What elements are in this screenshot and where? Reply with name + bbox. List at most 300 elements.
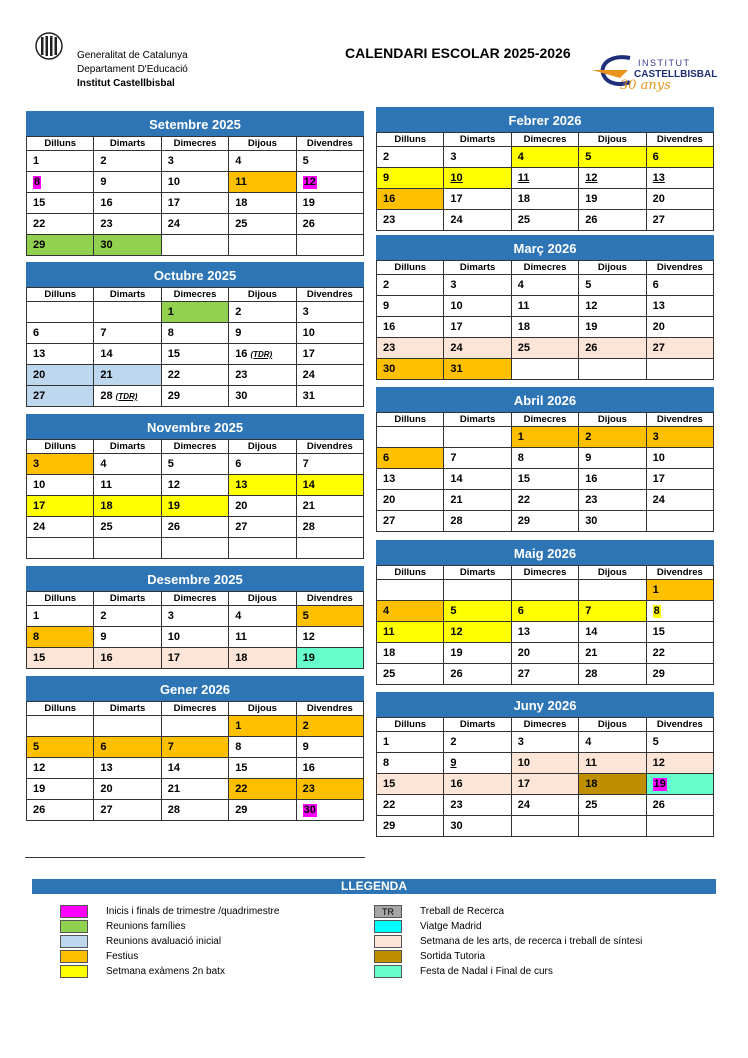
day-cell: [579, 189, 646, 210]
day-cell: [297, 151, 364, 172]
month-grid: [376, 260, 714, 380]
day-cell: [377, 816, 444, 837]
day-cell: [377, 664, 444, 685]
day-cell: [297, 386, 364, 407]
day-number: 5: [450, 605, 457, 617]
day-number: 31: [450, 363, 463, 375]
day-number: 14: [167, 762, 181, 774]
day-number: 12: [585, 300, 598, 312]
day-cell: [229, 172, 296, 193]
day-number: 13: [33, 348, 46, 360]
day-cell: [579, 511, 646, 532]
day-cell: [377, 147, 444, 168]
day-number: 26: [450, 668, 463, 680]
day-cell: [647, 147, 714, 168]
day-number: 19: [585, 321, 598, 333]
day-cell: [229, 800, 296, 821]
day-cell: [162, 172, 229, 193]
day-number: 10: [450, 300, 463, 312]
legend-label: Festius: [106, 951, 139, 962]
empty-cell: [297, 538, 364, 559]
day-cell: [579, 732, 646, 753]
day-cell: [27, 172, 94, 193]
day-number: 29: [517, 515, 531, 527]
day-number: 20: [100, 783, 113, 795]
day-cell: [94, 454, 161, 475]
month-title: Setembre 2025: [26, 111, 364, 136]
day-number: 13: [517, 626, 531, 638]
day-number: 11: [517, 300, 530, 312]
day-cell: [162, 386, 229, 407]
day-cell: [512, 147, 579, 168]
day-cell: [579, 338, 646, 359]
day-name-dilluns: Dilluns: [27, 137, 94, 151]
day-number: 1: [652, 584, 659, 596]
day-cell: [229, 737, 296, 758]
day-number: 9: [585, 452, 592, 464]
month-juny-2026: [376, 692, 714, 837]
day-number: 24: [517, 799, 531, 811]
day-number: 10: [167, 631, 181, 643]
day-number: 13: [383, 473, 396, 485]
legend-label: Reunions famílies: [106, 921, 186, 932]
day-number: 10: [517, 757, 531, 769]
month-title: Desembre 2025: [26, 566, 364, 591]
day-number: 15: [383, 778, 396, 790]
day-name-dimarts: Dimarts: [94, 137, 161, 151]
day-number: 1: [383, 736, 390, 748]
day-cell: [579, 643, 646, 664]
day-number: 27: [33, 390, 46, 402]
day-cell: [512, 732, 579, 753]
day-cell: [647, 448, 714, 469]
day-number: 24: [33, 521, 46, 533]
month-novembre-2025: [26, 414, 364, 559]
day-number: 18: [517, 193, 531, 205]
org-line-generalitat: Generalitat de Catalunya: [77, 50, 188, 61]
legend-swatch: [374, 920, 402, 933]
day-number: 29: [652, 668, 665, 680]
day-name-dijous: Dijous: [579, 413, 646, 427]
day-number: 17: [517, 778, 531, 790]
day-cell: [579, 490, 646, 511]
day-cell: [297, 475, 364, 496]
day-number: 9: [383, 300, 390, 312]
day-cell: [297, 779, 364, 800]
empty-cell: [647, 511, 714, 532]
day-number: 5: [585, 279, 592, 291]
day-number: 4: [235, 610, 242, 622]
day-cell: [297, 606, 364, 627]
day-cell: [162, 193, 229, 214]
month-title: Octubre 2025: [26, 262, 364, 287]
day-number: 10: [450, 172, 463, 184]
day-number: 12: [167, 479, 181, 491]
day-cell: [647, 732, 714, 753]
month-title: Abril 2026: [376, 387, 714, 412]
day-cell: [512, 622, 579, 643]
day-cell: [647, 795, 714, 816]
day-number: 7: [167, 741, 174, 753]
day-name-divendres: Divendres: [647, 133, 714, 147]
day-number: 11: [235, 631, 247, 643]
day-cell: [512, 317, 579, 338]
day-number: 3: [652, 431, 659, 443]
day-number: 5: [652, 736, 659, 748]
day-cell: [94, 758, 161, 779]
day-cell: [162, 648, 229, 669]
empty-cell: [94, 302, 161, 323]
empty-cell: [94, 716, 161, 737]
empty-cell: [647, 816, 714, 837]
day-number: 21: [302, 500, 315, 512]
day-name-dimecres: Dimecres: [512, 566, 579, 580]
empty-cell: [229, 235, 296, 256]
day-cell: [297, 716, 364, 737]
day-number: 6: [235, 458, 242, 470]
day-cell: [229, 151, 296, 172]
day-cell: [162, 214, 229, 235]
day-number: 17: [652, 473, 665, 485]
day-number: 6: [33, 327, 40, 339]
day-number: 28: [450, 515, 463, 527]
day-cell: [444, 622, 511, 643]
day-number: 12: [585, 172, 598, 184]
day-cell: [377, 296, 444, 317]
day-name-dilluns: Dilluns: [27, 702, 94, 716]
day-name-dimarts: Dimarts: [444, 261, 511, 275]
day-cell: [94, 344, 161, 365]
day-number: 26: [167, 521, 181, 533]
empty-cell: [229, 538, 296, 559]
day-name-divendres: Divendres: [297, 592, 364, 606]
month-grid: [26, 439, 364, 559]
day-name-dimarts: Dimarts: [444, 718, 511, 732]
day-cell: [94, 214, 161, 235]
day-number: 26: [585, 342, 598, 354]
empty-cell: [162, 538, 229, 559]
day-cell: [229, 758, 296, 779]
day-number: 5: [585, 151, 592, 163]
day-cell: [297, 648, 364, 669]
day-cell: [647, 168, 714, 189]
month-maig-2026: [376, 540, 714, 685]
day-cell: [162, 758, 229, 779]
day-number: 18: [383, 647, 396, 659]
day-number: 14: [450, 473, 463, 485]
day-name-dijous: Dijous: [229, 440, 296, 454]
day-number: 22: [167, 369, 181, 381]
day-number: 30: [450, 820, 463, 832]
empty-cell: [27, 302, 94, 323]
day-number: 9: [235, 327, 242, 339]
day-cell: [297, 172, 364, 193]
day-cell: [297, 496, 364, 517]
day-cell: [94, 151, 161, 172]
day-cell: [377, 601, 444, 622]
day-number: 8: [517, 452, 524, 464]
day-number: 20: [235, 500, 248, 512]
day-number: 16: [383, 193, 396, 205]
day-cell: [297, 302, 364, 323]
day-name-divendres: Divendres: [297, 288, 364, 302]
day-number: 9: [450, 757, 457, 769]
day-number: 25: [383, 668, 396, 680]
day-number: 6: [100, 741, 107, 753]
institut-logo: [590, 50, 720, 100]
day-cell: [27, 323, 94, 344]
day-cell: [297, 344, 364, 365]
day-cell: [444, 168, 511, 189]
day-number: 27: [652, 342, 665, 354]
day-number: 12: [33, 762, 46, 774]
day-number: 2: [450, 736, 457, 748]
month-title: Febrer 2026: [376, 107, 714, 132]
day-number: 12: [652, 757, 665, 769]
day-number: 2: [383, 151, 390, 163]
empty-cell: [579, 816, 646, 837]
empty-cell: [579, 359, 646, 380]
day-cell: [579, 448, 646, 469]
day-number: 27: [100, 804, 113, 816]
day-cell: [579, 622, 646, 643]
day-cell: [94, 627, 161, 648]
day-cell: [512, 643, 579, 664]
day-name-divendres: Divendres: [647, 566, 714, 580]
day-number: 1: [517, 431, 524, 443]
day-number: 1: [33, 610, 40, 622]
day-cell: [444, 732, 511, 753]
day-cell: [512, 210, 579, 231]
day-name-dimecres: Dimecres: [162, 592, 229, 606]
day-cell: [27, 627, 94, 648]
day-cell: [162, 606, 229, 627]
day-cell: [377, 490, 444, 511]
day-number: 7: [585, 605, 592, 617]
day-number: 24: [450, 214, 463, 226]
day-number: 7: [450, 452, 457, 464]
day-number: 28: [302, 521, 315, 533]
logo-text-institut: INSTITUT: [638, 58, 691, 68]
day-number: 25: [517, 214, 531, 226]
day-cell: [27, 606, 94, 627]
day-number: 3: [167, 610, 174, 622]
empty-cell: [162, 716, 229, 737]
day-name-dilluns: Dilluns: [377, 261, 444, 275]
day-name-dijous: Dijous: [229, 592, 296, 606]
day-number: 13: [652, 300, 665, 312]
day-number: 23: [235, 369, 248, 381]
day-number: 15: [235, 762, 248, 774]
day-cell: [512, 774, 579, 795]
day-cell: [579, 469, 646, 490]
day-name-dijous: Dijous: [229, 288, 296, 302]
day-number: 8: [167, 327, 174, 339]
legend-label: Viatge Madrid: [420, 921, 482, 932]
day-number: 23: [383, 342, 396, 354]
month-octubre-2025: [26, 262, 364, 407]
day-name-dimarts: Dimarts: [444, 413, 511, 427]
day-number: 19: [585, 193, 598, 205]
day-cell: [377, 732, 444, 753]
day-cell: [647, 210, 714, 231]
legend-swatch: [60, 935, 88, 948]
empty-cell: [512, 580, 579, 601]
day-number: 9: [302, 741, 309, 753]
day-cell: [444, 753, 511, 774]
legend-label: Sortida Tutoria: [420, 951, 486, 962]
day-number: 8: [383, 757, 390, 769]
legend-label: Treball de Recerca: [420, 906, 505, 917]
day-cell: [579, 296, 646, 317]
day-number: 14: [302, 479, 315, 491]
day-number: 20: [33, 369, 46, 381]
day-number: 20: [652, 321, 665, 333]
day-cell: [579, 795, 646, 816]
day-number: 6: [652, 151, 659, 163]
day-cell: [512, 296, 579, 317]
day-cell: [647, 317, 714, 338]
day-cell: [162, 365, 229, 386]
day-number: 3: [450, 151, 457, 163]
day-cell: [229, 475, 296, 496]
day-number: 24: [652, 494, 665, 506]
day-number: 26: [652, 799, 665, 811]
day-cell: [229, 323, 296, 344]
day-cell: [512, 664, 579, 685]
day-name-dimecres: Dimecres: [512, 718, 579, 732]
day-number: 30: [585, 515, 598, 527]
day-number: 24: [302, 369, 315, 381]
day-number: 23: [100, 218, 113, 230]
day-name-dijous: Dijous: [579, 261, 646, 275]
day-number: 23: [585, 494, 598, 506]
empty-cell: [444, 580, 511, 601]
legend-title: LLEGENDA: [32, 879, 716, 894]
day-cell: [647, 189, 714, 210]
month-abril-2026: [376, 387, 714, 532]
day-name-dimarts: Dimarts: [94, 440, 161, 454]
month-marc-2026: [376, 235, 714, 380]
month-title: Gener 2026: [26, 676, 364, 701]
page-title: CALENDARI ESCOLAR 2025-2026: [345, 45, 571, 61]
day-note: (TDR): [250, 350, 273, 359]
day-cell: [579, 168, 646, 189]
day-name-divendres: Divendres: [297, 702, 364, 716]
day-cell: [444, 469, 511, 490]
day-number: 20: [652, 193, 665, 205]
day-number: 22: [383, 799, 396, 811]
day-cell: [162, 475, 229, 496]
day-cell: [647, 622, 714, 643]
day-cell: [579, 275, 646, 296]
day-number: 16: [100, 652, 113, 664]
day-cell: [94, 323, 161, 344]
day-number: 11: [585, 757, 597, 769]
empty-cell: [27, 716, 94, 737]
day-number: 11: [235, 176, 247, 188]
day-number: 17: [450, 193, 463, 205]
day-cell: [94, 235, 161, 256]
day-number: 24: [167, 218, 181, 230]
day-cell: [27, 648, 94, 669]
day-number: 13: [235, 479, 248, 491]
org-line-institut: Institut Castellbisbal: [77, 78, 175, 89]
day-number: 3: [167, 155, 174, 167]
day-name-dilluns: Dilluns: [27, 592, 94, 606]
day-cell: [297, 737, 364, 758]
day-cell: [297, 365, 364, 386]
day-cell: [444, 664, 511, 685]
day-cell: [27, 365, 94, 386]
day-cell: [162, 454, 229, 475]
day-number: 21: [167, 783, 181, 795]
day-name-dimecres: Dimecres: [512, 133, 579, 147]
day-number: 1: [235, 720, 242, 732]
day-cell: [162, 323, 229, 344]
day-number: 17: [450, 321, 463, 333]
day-number: 16: [235, 348, 248, 360]
day-name-dimecres: Dimecres: [162, 288, 229, 302]
day-number: 27: [652, 214, 665, 226]
day-number: 20: [383, 494, 396, 506]
day-cell: [162, 737, 229, 758]
day-cell: [94, 606, 161, 627]
day-name-dilluns: Dilluns: [377, 133, 444, 147]
day-number: 8: [653, 605, 660, 617]
day-cell: [297, 454, 364, 475]
day-cell: [444, 774, 511, 795]
day-cell: [27, 779, 94, 800]
day-number: 20: [517, 647, 531, 659]
day-cell: [27, 475, 94, 496]
day-cell: [444, 317, 511, 338]
empty-cell: [377, 580, 444, 601]
day-cell: [512, 753, 579, 774]
day-cell: [444, 359, 511, 380]
day-number: 2: [302, 720, 309, 732]
day-number: 21: [585, 647, 598, 659]
day-number: 9: [383, 172, 390, 184]
empty-cell: [162, 235, 229, 256]
day-number: 29: [383, 820, 396, 832]
day-number: 25: [235, 218, 248, 230]
day-number: 29: [235, 804, 248, 816]
day-cell: [27, 454, 94, 475]
day-number: 10: [302, 327, 315, 339]
day-number: 15: [652, 626, 665, 638]
day-number: 27: [235, 521, 248, 533]
day-cell: [162, 779, 229, 800]
day-cell: [162, 517, 229, 538]
day-cell: [229, 344, 296, 365]
day-number: 30: [100, 239, 113, 251]
empty-cell: [27, 538, 94, 559]
day-cell: [579, 210, 646, 231]
month-grid: [376, 717, 714, 837]
day-name-dimarts: Dimarts: [94, 288, 161, 302]
day-cell: [647, 774, 714, 795]
day-name-divendres: Divendres: [647, 261, 714, 275]
day-cell: [512, 601, 579, 622]
day-number: 5: [167, 458, 174, 470]
day-number: 2: [235, 306, 242, 318]
day-number: 6: [652, 279, 659, 291]
month-grid: [376, 412, 714, 532]
day-cell: [377, 359, 444, 380]
day-cell: [94, 737, 161, 758]
day-cell: [377, 210, 444, 231]
